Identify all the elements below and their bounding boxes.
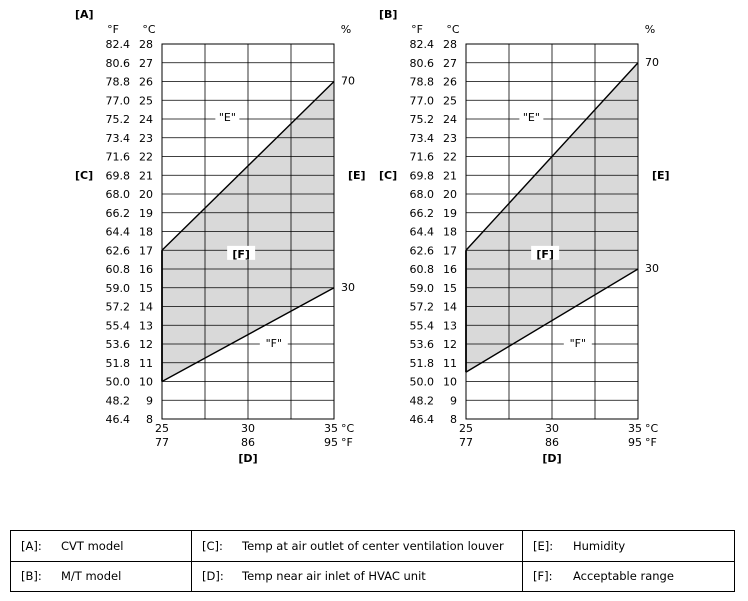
y-tick-label-f: 50.0 [409, 375, 434, 389]
y-tick-label-f: 71.6 [105, 150, 130, 164]
y-tick-label-f: 53.6 [105, 338, 130, 351]
unit-c-header: °C [446, 23, 460, 36]
y-tick-label-f: 64.4 [105, 225, 130, 239]
y-tick-label-c: 15 [139, 281, 153, 295]
y-tick-label-f: 73.4 [105, 131, 130, 145]
x-tick-label-f: 86 [545, 436, 559, 449]
y-tick-label-f: 80.6 [409, 56, 434, 70]
y-tick-label-c: 12 [139, 338, 153, 351]
legend-text: CVT model [61, 538, 124, 553]
y-tick-label-f: 48.2 [105, 394, 130, 408]
unit-c-header: °C [142, 23, 156, 36]
humidity-label-upper: 70 [341, 74, 355, 88]
x-tick-label-f: 77 [459, 436, 473, 449]
y-tick-label-f: 51.8 [409, 356, 434, 370]
y-tick-label-c: 26 [139, 75, 153, 89]
y-tick-label-f: 73.4 [409, 131, 434, 145]
x-tick-label-c: 25 [155, 422, 169, 435]
legend-text: Acceptable range [573, 569, 674, 584]
y-tick-label-f: 55.4 [105, 319, 130, 333]
x-tick-label-f: 95 [324, 436, 338, 449]
x-axis-label: [D] [542, 452, 562, 465]
y-tick-label-f: 80.6 [105, 56, 130, 70]
y-tick-label-f: 68.0 [409, 188, 434, 201]
y-tick-label-c: 19 [443, 206, 457, 220]
y-tick-label-c: 15 [443, 281, 457, 295]
y-tick-label-c: 19 [139, 206, 153, 220]
y-tick-label-c: 23 [443, 131, 457, 145]
y-tick-label-f: 60.8 [409, 263, 434, 276]
y-tick-label-c: 28 [443, 38, 457, 51]
y-tick-label-f: 77.0 [409, 94, 434, 108]
lower-line-label: "F" [265, 337, 283, 350]
y-tick-label-f: 66.2 [409, 206, 434, 220]
y-tick-label-f: 78.8 [105, 75, 130, 89]
upper-line-label: "E" [522, 111, 540, 124]
humidity-label-lower: 30 [645, 262, 659, 275]
humidity-label-upper: 70 [645, 55, 659, 69]
legend-row [11, 531, 735, 562]
region-label: [F] [232, 247, 250, 261]
y-tick-label-f: 78.8 [409, 75, 434, 89]
y-tick-label-f: 57.2 [409, 300, 434, 314]
humidity-axis-label: [E] [652, 169, 670, 182]
y-tick-label-c: 21 [443, 169, 457, 183]
x-unit-c: °C [341, 422, 355, 435]
y-tick-label-f: 75.2 [409, 113, 434, 126]
y-tick-label-c: 12 [443, 338, 457, 351]
x-unit-f: °F [341, 436, 353, 449]
y-tick-label-c: 24 [139, 113, 153, 126]
x-tick-label-c: 35 [628, 422, 642, 435]
unit-f-header: °F [411, 23, 423, 36]
y-tick-label-c: 27 [443, 56, 457, 70]
y-tick-label-c: 22 [443, 150, 457, 164]
y-tick-label-f: 51.8 [105, 356, 130, 370]
y-tick-label-c: 16 [443, 263, 457, 276]
legend-text: M/T model [61, 569, 122, 584]
y-tick-label-f: 62.6 [409, 244, 434, 258]
y-tick-label-c: 10 [139, 375, 153, 389]
y-tick-label-f: 66.2 [105, 206, 130, 220]
y-tick-label-c: 14 [139, 300, 153, 314]
y-tick-label-f: 69.8 [409, 169, 434, 183]
legend-cell-e [523, 531, 735, 562]
y-tick-label-f: 75.2 [105, 113, 130, 126]
y-tick-label-c: 13 [443, 319, 457, 333]
legend-row [11, 561, 735, 592]
y-tick-label-c: 24 [443, 113, 457, 126]
y-tick-label-f: 60.8 [105, 263, 130, 276]
y-axis-label: [C] [75, 169, 94, 182]
y-tick-label-c: 20 [139, 188, 153, 201]
y-tick-label-c: 20 [443, 188, 457, 201]
unit-f-header: °F [107, 23, 119, 36]
legend-key: [B]: [21, 569, 42, 584]
y-tick-label-f: 59.0 [409, 281, 434, 295]
y-tick-label-c: 27 [139, 56, 153, 70]
legend-cell-b [11, 561, 192, 592]
x-tick-label-c: 30 [241, 422, 255, 435]
y-tick-label-c: 26 [443, 75, 457, 89]
x-unit-c: °C [645, 422, 659, 435]
panel-label: [A] [75, 8, 94, 21]
unit-pct-header: % [340, 23, 352, 36]
y-tick-label-c: 25 [139, 94, 153, 108]
lower-line-label: "F" [569, 337, 587, 350]
y-tick-label-c: 9 [450, 394, 457, 408]
y-tick-label-c: 9 [146, 394, 153, 408]
x-tick-label-f: 86 [241, 436, 255, 449]
y-tick-label-c: 17 [443, 244, 457, 258]
legend-cell-c [192, 531, 523, 562]
x-tick-label-c: 25 [459, 422, 473, 435]
y-tick-label-f: 59.0 [105, 281, 130, 295]
y-tick-label-f: 62.6 [105, 244, 130, 258]
y-tick-label-c: 8 [146, 413, 153, 426]
y-tick-label-f: 55.4 [409, 319, 434, 333]
y-tick-label-c: 13 [139, 319, 153, 333]
y-tick-label-c: 25 [443, 94, 457, 108]
y-tick-label-c: 17 [139, 244, 153, 258]
legend-cell-a [11, 531, 192, 562]
humidity-axis-label: [E] [348, 169, 366, 182]
y-tick-label-f: 50.0 [105, 375, 130, 389]
y-tick-label-c: 21 [139, 169, 153, 183]
x-axis-label: [D] [238, 452, 258, 465]
y-tick-label-f: 68.0 [105, 188, 130, 201]
legend-cell-d [192, 561, 523, 592]
y-tick-label-c: 28 [139, 38, 153, 51]
legend-cell-f [523, 561, 735, 592]
humidity-label-lower: 30 [341, 280, 355, 294]
y-tick-label-c: 18 [139, 225, 153, 239]
y-tick-label-f: 46.4 [105, 413, 130, 426]
y-tick-label-f: 53.6 [409, 338, 434, 351]
y-tick-label-c: 23 [139, 131, 153, 145]
y-tick-label-f: 46.4 [409, 413, 434, 426]
legend-key: [C]: [202, 538, 223, 553]
panel-label: [B] [379, 8, 398, 21]
y-tick-label-f: 82.4 [105, 38, 130, 51]
y-tick-label-c: 11 [443, 356, 457, 370]
y-tick-label-f: 77.0 [105, 94, 130, 108]
y-tick-label-f: 57.2 [105, 300, 130, 314]
y-axis-label: [C] [379, 169, 398, 182]
y-tick-label-c: 11 [139, 356, 153, 370]
legend-table [10, 530, 735, 592]
region-label: [F] [536, 247, 554, 261]
legend-text: Temp near air inlet of HVAC unit [242, 569, 426, 584]
y-tick-label-c: 18 [443, 225, 457, 239]
y-tick-label-f: 82.4 [409, 38, 434, 51]
y-tick-label-c: 16 [139, 263, 153, 276]
x-tick-label-f: 77 [155, 436, 169, 449]
legend-key: [F]: [533, 569, 553, 584]
x-tick-label-c: 30 [545, 422, 559, 435]
x-tick-label-c: 35 [324, 422, 338, 435]
y-tick-label-f: 71.6 [409, 150, 434, 164]
y-tick-label-c: 8 [450, 413, 457, 426]
y-tick-label-f: 69.8 [105, 169, 130, 183]
legend-text: Humidity [573, 538, 626, 553]
upper-line-label: "E" [218, 111, 236, 124]
y-tick-label-f: 48.2 [409, 394, 434, 408]
x-tick-label-f: 95 [628, 436, 642, 449]
y-tick-label-c: 22 [139, 150, 153, 164]
legend-key: [A]: [21, 538, 42, 553]
legend-text: Temp at air outlet of center ventilation louver [242, 538, 504, 553]
x-unit-f: °F [645, 436, 657, 449]
legend-key: [E]: [533, 538, 554, 553]
y-tick-label-f: 64.4 [409, 225, 434, 239]
legend-key: [D]: [202, 569, 224, 584]
y-tick-label-c: 14 [443, 300, 457, 314]
unit-pct-header: % [644, 23, 656, 36]
y-tick-label-c: 10 [443, 375, 457, 389]
